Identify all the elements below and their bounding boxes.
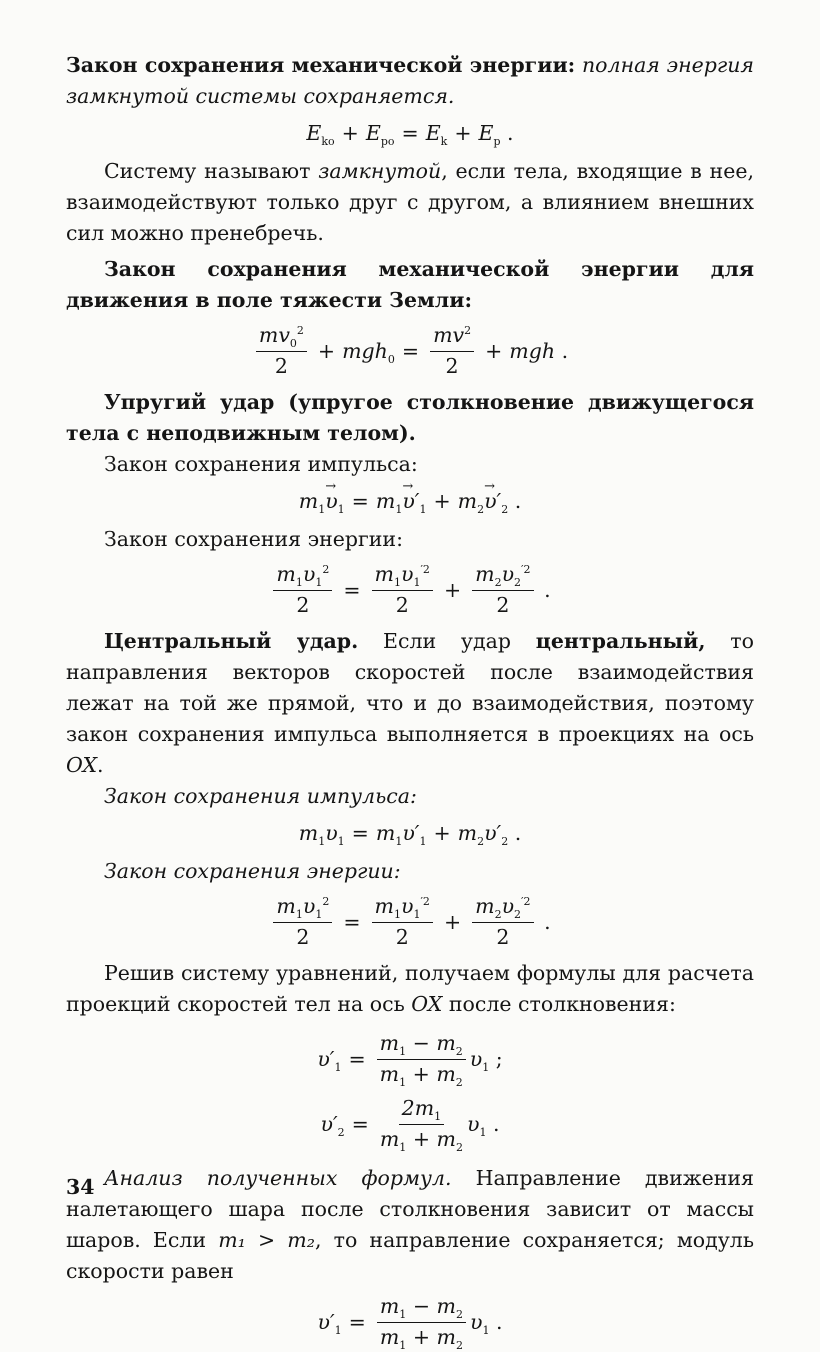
formula-energy-impact-2: $\frac{m_1\upsilon_1^2}{2}$ = $\frac{m_1\upsilon_1^{'2}}{2}$ + $\frac{m_2\upsilon_2^{'2}}{2}$ . [66, 893, 754, 951]
heading-energy-law: Закон сохранения механической энергии: [66, 53, 576, 77]
text-solve-2: после столкновения: [448, 992, 676, 1016]
formula-energy-impact-1: $\frac{m_1\upsilon_1^2}{2}$ = $\frac{m_1\upsilon_1^{'2}}{2}$ + $\frac{m_2\upsilon_2^{'2}}{2}$ . [66, 561, 754, 619]
label-impulse-law-2: Закон сохранения импульса: [104, 784, 417, 808]
paragraph-solve-system [66, 958, 754, 1020]
formula-v2-prime: $\upsilon'_2$ = $\frac{2m_1}{m_1 + m_2}$ $\upsilon_1$ . [320, 1096, 500, 1155]
text-solve-1: Решив систему уравнений, получаем формулы для расчета проекций скоростей тел на ось [66, 961, 754, 1016]
term-analysis: Анализ полученных формул. [104, 1166, 452, 1190]
label-impulse-law-1: Закон сохранения импульса: [104, 452, 418, 476]
paragraph-energy-law [66, 50, 754, 112]
text-central-end: . [97, 753, 104, 777]
text-closed-post: , если тела, входящие в нее, взаимодействуют только друг с другом, а влиянием внешних сил можно пренебречь. [66, 159, 754, 245]
term-closed: замкнутой [318, 159, 442, 183]
energy-law-statement: полная энергия замкнутой системы сохраняется. [66, 53, 754, 108]
text-analysis-2: , то направление сохраняется; модуль скорости равен [66, 1228, 754, 1283]
heading-elastic-impact: Упругий удар (упругое столкновение движущегося тела с неподвижным телом). [66, 390, 754, 445]
term-central: центральный, [535, 629, 706, 653]
condition-m1-gt-m2: m₁ > m₂ [218, 1228, 315, 1252]
formula-energy-sum: $E_{kо}$ + $E_{pо}$ = $E_k$ + $E_p$ . [306, 121, 514, 149]
axis-ox-2: OX [411, 992, 443, 1016]
paragraph-analysis [66, 1163, 754, 1287]
text-analysis-1: Направление движения налетающего шара после столкновения зависит от массы шаров. Если [66, 1166, 754, 1252]
formula-v1-prime-modulus: $\upsilon'_1$ = $\frac{m_1 - m_2}{m_1 + m_2}$ $\upsilon_1$ . [317, 1294, 503, 1352]
heading-gravity-energy-law: Закон сохранения механической энергии для движения в поле тяжести Земли: [66, 257, 754, 312]
formula-gravity-energy: $\frac{mv_0^2}{2}$ + mgh$_0$ = $\frac{mv^2}{2}$ + mgh . [66, 322, 754, 380]
term-central-impact: Центральный удар. [104, 629, 359, 653]
formula-impulse-projection: $m_1\upsilon_1$ = $m_1\upsilon'_1$ + $m_2\upsilon'_2$ . [298, 821, 522, 849]
label-energy-law-1: Закон сохранения энергии: [104, 527, 404, 551]
paragraph-central-impact [66, 626, 754, 781]
text-central-1: Если удар [383, 629, 511, 653]
axis-ox: OX [66, 753, 98, 777]
page-number: 34 [66, 1175, 95, 1199]
formula-v1-prime: $\upsilon'_1$ = $\frac{m_1 - m_2}{m_1 + m_2}$ $\upsilon_1$ ; [317, 1031, 503, 1090]
formula-impulse-vector: $m_1\to \upsilon_1$ = $m_1\to \upsilon'_1$ + $m_2\to \upsilon'_2$ . [66, 486, 754, 517]
text-closed-pre: Систему называют [104, 159, 311, 183]
paragraph-closed-system [66, 156, 754, 249]
text-central-2: то направления векторов скоростей после взаимодействия лежат на той же прямой, что и до взаимодействия, поэтому закон сохранения импульса выполняется в проекциях на ось [66, 629, 754, 746]
label-energy-law-2: Закон сохранения энергии: [104, 859, 401, 883]
